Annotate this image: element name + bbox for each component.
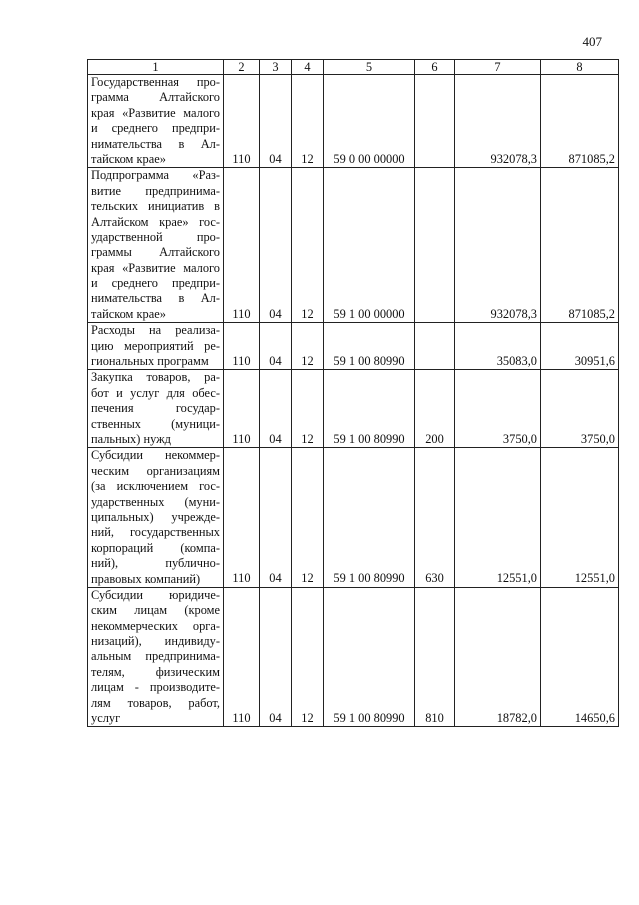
name-line: граммы Алтайского — [91, 245, 220, 260]
name-line: тельских инициатив в — [91, 199, 220, 214]
name-line: некоммерческих орга- — [91, 618, 220, 633]
name-line: (за исключением гос- — [91, 479, 220, 494]
section-code: 04 — [260, 75, 292, 168]
name-line: Расходы на реализа- — [91, 323, 220, 338]
amount-col8: 871085,2 — [541, 168, 619, 323]
table-row — [88, 168, 619, 323]
ministry-code: 110 — [224, 448, 260, 588]
subsection-code: 12 — [292, 323, 324, 370]
expense-type-code — [415, 75, 455, 168]
expense-type-code — [415, 168, 455, 323]
row-name — [88, 323, 224, 370]
name-line: ческим организациям — [91, 463, 220, 478]
name-line: правовых компаний) — [91, 571, 201, 586]
target-article-code: 59 1 00 80990 — [324, 587, 415, 727]
name-line: тайском крае» — [91, 306, 166, 321]
name-line: ским лицам (кроме — [91, 603, 220, 618]
column-header: 6 — [415, 60, 455, 75]
section-code: 04 — [260, 370, 292, 448]
table-row — [88, 448, 619, 588]
name-line: Государственная про- — [91, 75, 220, 89]
name-line: грамма Алтайского — [91, 90, 220, 105]
subsection-code: 12 — [292, 370, 324, 448]
name-line: лицам - производите- — [91, 680, 220, 695]
target-article-code: 59 1 00 00000 — [324, 168, 415, 323]
subsection-code: 12 — [292, 587, 324, 727]
amount-col8: 30951,6 — [541, 323, 619, 370]
row-name — [88, 168, 224, 323]
name-line: нимательства в Ал- — [91, 291, 220, 306]
section-code: 04 — [260, 587, 292, 727]
name-line: услуг — [91, 711, 121, 726]
table-row — [88, 323, 619, 370]
name-line: Закупка товаров, ра- — [91, 370, 220, 385]
name-line: Субсидии юридиче- — [91, 587, 220, 602]
expense-type-code: 810 — [415, 587, 455, 727]
table-row — [88, 587, 619, 727]
name-line: телям, физическим — [91, 664, 220, 679]
target-article-code: 59 0 00 00000 — [324, 75, 415, 168]
name-line: края «Развитие малого — [91, 105, 220, 120]
name-line: альным предпринима- — [91, 649, 220, 664]
column-header: 1 — [88, 60, 224, 75]
column-header: 8 — [541, 60, 619, 75]
name-line: Субсидии некоммер- — [91, 448, 220, 463]
expense-type-code — [415, 323, 455, 370]
name-line: края «Развитие малого — [91, 260, 220, 275]
name-line: гиональных программ — [91, 354, 209, 369]
name-line: ударственной про- — [91, 229, 220, 244]
name-line: пальных) нужд — [91, 431, 171, 446]
subsection-code: 12 — [292, 75, 324, 168]
ministry-code: 110 — [224, 587, 260, 727]
name-line: ний, государственных — [91, 525, 220, 540]
amount-col7: 3750,0 — [455, 370, 541, 448]
section-code: 04 — [260, 168, 292, 323]
table-row — [88, 370, 619, 448]
name-line: и среднего предпри- — [91, 121, 220, 136]
name-line: и среднего предпри- — [91, 276, 220, 291]
column-header: 2 — [224, 60, 260, 75]
amount-col7: 35083,0 — [455, 323, 541, 370]
table-row — [88, 75, 619, 168]
subsection-code: 12 — [292, 448, 324, 588]
name-line: низаций), индивиду- — [91, 634, 220, 649]
column-header: 4 — [292, 60, 324, 75]
name-line: ственных (муници- — [91, 416, 220, 431]
row-name — [88, 370, 224, 448]
amount-col7: 12551,0 — [455, 448, 541, 588]
subsection-code: 12 — [292, 168, 324, 323]
expense-type-code: 630 — [415, 448, 455, 588]
ministry-code: 110 — [224, 323, 260, 370]
name-line: витие предпринима- — [91, 183, 220, 198]
column-header: 7 — [455, 60, 541, 75]
amount-col8: 3750,0 — [541, 370, 619, 448]
amount-col7: 18782,0 — [455, 587, 541, 727]
target-article-code: 59 1 00 80990 — [324, 370, 415, 448]
name-line: печения государ- — [91, 401, 220, 416]
amount-col7: 932078,3 — [455, 168, 541, 323]
amount-col7: 932078,3 — [455, 75, 541, 168]
name-line: ний), публично- — [91, 556, 220, 571]
header-row — [88, 60, 619, 75]
page-number: 407 — [582, 34, 602, 49]
expense-type-code: 200 — [415, 370, 455, 448]
row-name — [88, 448, 224, 588]
name-line: тайском крае» — [91, 151, 166, 166]
column-header: 5 — [324, 60, 415, 75]
amount-col8: 871085,2 — [541, 75, 619, 168]
name-line: ципальных) учрежде- — [91, 509, 220, 524]
name-line: бот и услуг для обес- — [91, 385, 220, 400]
section-code: 04 — [260, 323, 292, 370]
name-line: корпораций (компа- — [91, 540, 220, 555]
target-article-code: 59 1 00 80990 — [324, 448, 415, 588]
amount-col8: 14650,6 — [541, 587, 619, 727]
ministry-code: 110 — [224, 168, 260, 323]
ministry-code: 110 — [224, 370, 260, 448]
name-line: Алтайском крае» гос- — [91, 214, 220, 229]
column-header: 3 — [260, 60, 292, 75]
name-line: ударственных (муни- — [91, 494, 220, 509]
name-line: нимательства в Ал- — [91, 136, 220, 151]
name-line: лям товаров, работ, — [91, 695, 220, 710]
budget-table — [87, 59, 619, 727]
amount-col8: 12551,0 — [541, 448, 619, 588]
target-article-code: 59 1 00 80990 — [324, 323, 415, 370]
name-line: Подпрограмма «Раз- — [91, 168, 220, 183]
row-name — [88, 75, 224, 168]
ministry-code: 110 — [224, 75, 260, 168]
name-line: цию мероприятий ре- — [91, 338, 220, 353]
row-name — [88, 587, 224, 727]
section-code: 04 — [260, 448, 292, 588]
